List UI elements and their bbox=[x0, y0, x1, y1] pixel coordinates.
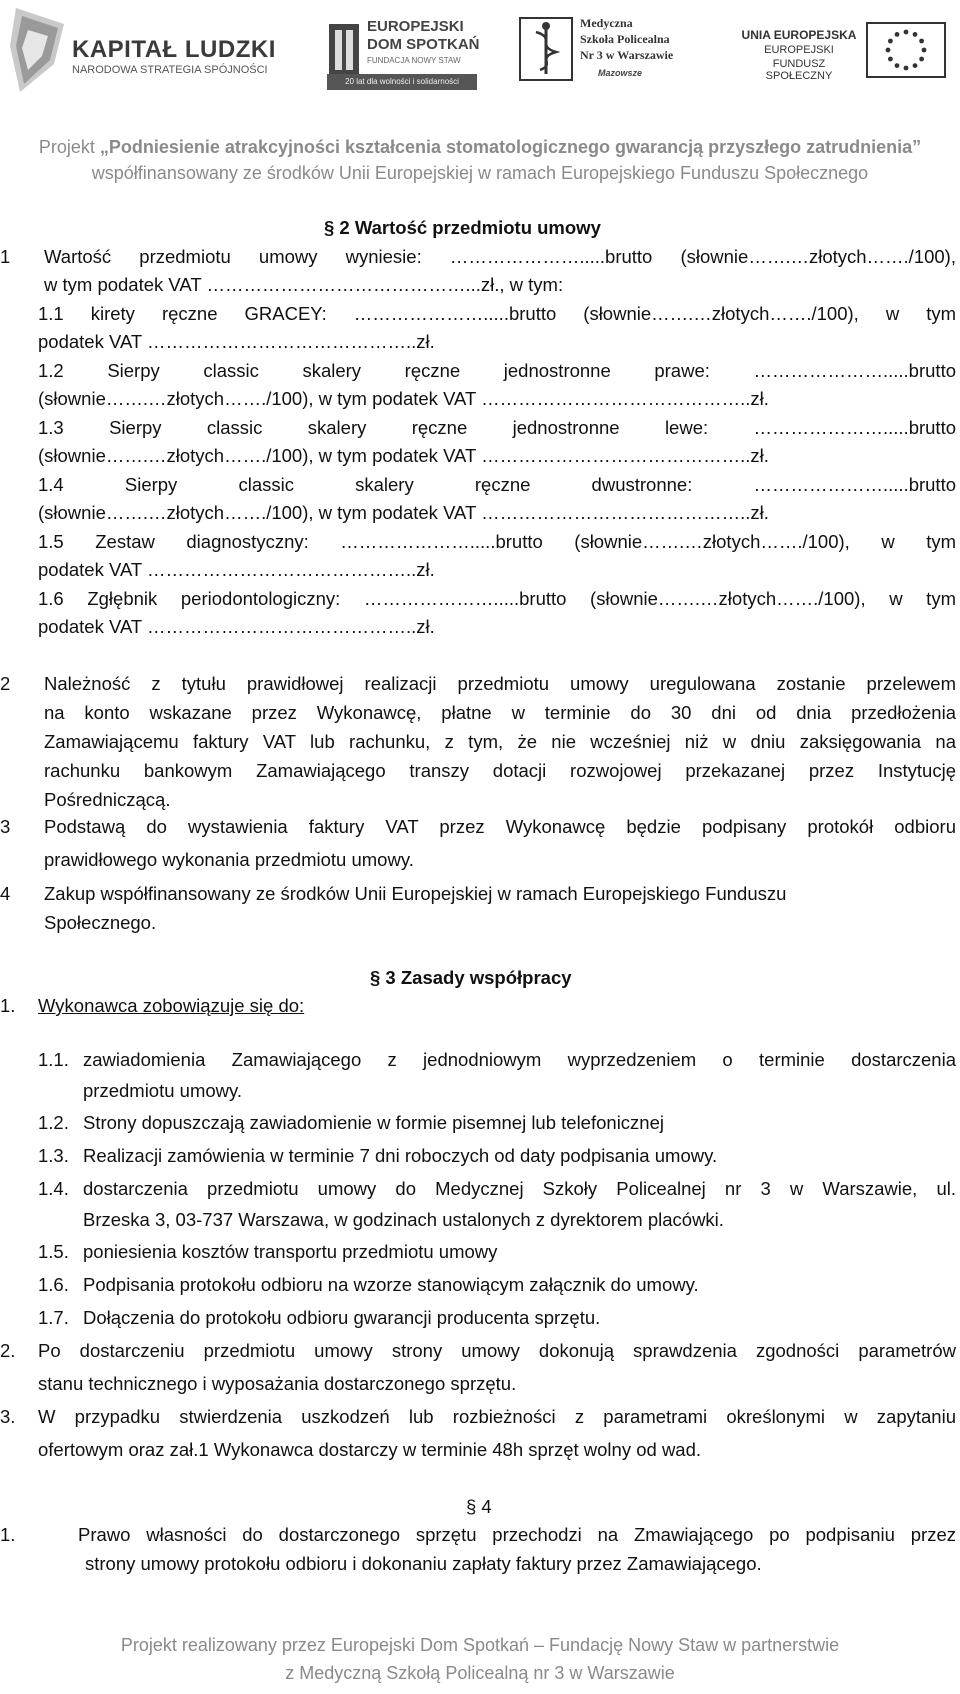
obligation-1-1-number: 1.1. bbox=[38, 1049, 69, 1070]
obligation-1-7-number: 1.7. bbox=[38, 1307, 69, 1328]
eu-star-icon bbox=[888, 39, 893, 44]
obligation-1-4-number: 1.4. bbox=[38, 1178, 69, 1199]
eds-logo bbox=[327, 14, 490, 96]
obligation-1-5-number: 1.5. bbox=[38, 1241, 69, 1262]
obligation-1-6-line1: Podpisania protokołu odbioru na wzorze stanowiącym załącznik do umowy. bbox=[83, 1274, 699, 1295]
item-1-2-line1: 1.2 Sierpy classic skalery ręczne jednostronne prawe: ………………….....brutto bbox=[38, 360, 956, 381]
item-1-4-line1: 1.4 Sierpy classic skalery ręczne dwustronne: ………………….....brutto bbox=[38, 474, 956, 495]
obligation-1-4-line2: Brzeska 3, 03-737 Warszawa, w godzinach ustalonych z dyrektorem placówki. bbox=[83, 1209, 724, 1230]
eu-star-icon bbox=[922, 48, 927, 53]
msp-line4: Mazowsze bbox=[598, 68, 643, 78]
section3-p3-number: 3. bbox=[0, 1406, 16, 1427]
section2-p4-line1: Zakup współfinansowany ze środków Unii Europejskiej w ramach Europejskiego Funduszu bbox=[44, 883, 787, 904]
eds-line1: EUROPEJSKI bbox=[367, 18, 464, 35]
msp-line3: Nr 3 w Warszawie bbox=[580, 48, 674, 62]
section3-intro-number: 1. bbox=[0, 995, 16, 1016]
obligation-1-3-line1: Realizacji zamówienia w terminie 7 dni roboczych od daty podpisania umowy. bbox=[83, 1145, 718, 1166]
project-prefix: Projekt bbox=[38, 137, 100, 157]
section2-p2-line3: Zamawiającemu faktury VAT lub rachunku, z tym, że nie wcześniej niż w dniu zaksięgowania na bbox=[44, 731, 956, 752]
ue-line1: UNIA EUROPEJSKA bbox=[741, 28, 857, 42]
obligation-1-1-line2: przedmiotu umowy. bbox=[83, 1080, 243, 1101]
section2-p1-number: 1 bbox=[0, 246, 11, 267]
eds-building-icon bbox=[327, 20, 361, 82]
eu-star-icon bbox=[904, 66, 909, 71]
obligation-1-6-number: 1.6. bbox=[38, 1274, 69, 1295]
section4-p1-line2: strony umowy protokołu odbioru i dokonaniu zapłaty faktury przez Zamawiającego. bbox=[85, 1553, 762, 1574]
section2-p1-line1: Wartość przedmiotu umowy wyniesie: ………………….....brutto (słownie…….…złotych……./100), bbox=[44, 246, 956, 267]
eu-star-icon bbox=[913, 63, 918, 68]
section3-p2-number: 2. bbox=[0, 1340, 16, 1361]
section2-p2-line1: Należność z tytułu prawidłowej realizacji przedmiotu umowy uregulowana zostanie przelewem bbox=[44, 673, 956, 694]
section2-p1-line2: w tym podatek VAT ……………………………………...zł., w tym: bbox=[44, 274, 564, 295]
item-1-2-line2: (słownie…….…złotych……./100), w tym podatek VAT ……………………………………..zł. bbox=[38, 388, 769, 409]
project-header-line2: współfinansowany ze środków Unii Europejskiej w ramach Europejskiego Funduszu Społecznego bbox=[91, 163, 869, 183]
eu-star-icon bbox=[895, 32, 900, 37]
eds-line3: FUNDACJA NOWY STAW bbox=[367, 56, 461, 65]
obligation-1-1-line1: zawiadomienia Zamawiającego z jednodniowym wyprzedzeniem o terminie dostarczenia bbox=[83, 1049, 956, 1070]
section4-p1-number: 1. bbox=[0, 1524, 16, 1545]
section2-p2-line2: na konto wskazane przez Wykonawcę, płatne w terminie do 30 dni od dnia przedłożenia bbox=[44, 702, 956, 723]
obligation-1-7-line1: Dołączenia do protokołu odbioru gwarancji producenta sprzętu. bbox=[83, 1307, 601, 1328]
section3-p2-line2: stanu technicznego i wyposażania dostarczonego sprzętu. bbox=[38, 1373, 517, 1394]
obligation-1-4-line1: dostarczenia przedmiotu umowy do Medycznej Szkoły Policealnej nr 3 w Warszawie, ul. bbox=[83, 1178, 956, 1199]
item-1-1-line2: podatek VAT ……………………………………..zł. bbox=[38, 331, 435, 352]
project-header-line1 bbox=[0, 134, 960, 160]
section2-p3-line2: prawidłowego wykonania przedmiotu umowy. bbox=[44, 849, 414, 870]
kapital-ludzki-title: KAPITAŁ LUDZKI bbox=[72, 36, 276, 63]
section3-p3-line1: W przypadku stwierdzenia uszkodzeń lub rozbieżności z parametrami określonymi w zapytaniu bbox=[38, 1406, 956, 1427]
section2-p3-line1: Podstawą do wystawienia faktury VAT przez Wykonawcę będzie podpisany protokół odbioru bbox=[44, 816, 956, 837]
logo-bar bbox=[0, 0, 960, 110]
item-1-3-line1: 1.3 Sierpy classic skalery ręczne jednostronne lewe: ………………….....brutto bbox=[38, 417, 956, 438]
eds-line2: DOM SPOTKAŃ bbox=[367, 36, 480, 53]
item-1-6-line2: podatek VAT ……………………………………..zł. bbox=[38, 616, 435, 637]
section3-heading: § 3 Zasady współpracy bbox=[370, 967, 572, 988]
eu-star-icon bbox=[919, 57, 924, 62]
section3-p3-line2: ofertowym oraz zał.1 Wykonawca dostarczy w terminie 48h sprzęt wolny od wad. bbox=[38, 1439, 702, 1460]
section2-p4-number: 4 bbox=[0, 883, 11, 904]
eu-star-icon bbox=[886, 48, 891, 53]
section2-p2-line5: Pośredniczącą. bbox=[44, 789, 171, 810]
item-1-5-line1: 1.5 Zestaw diagnostyczny: ………………….....brutto (słownie…….…złotych……./100), w tym bbox=[38, 531, 956, 552]
eu-flag-icon bbox=[866, 22, 946, 78]
obligation-1-2-number: 1.2. bbox=[38, 1112, 69, 1133]
eu-star-icon bbox=[888, 57, 893, 62]
eu-star-icon bbox=[919, 39, 924, 44]
msp-caduceus-icon bbox=[518, 16, 574, 82]
item-1-3-line2: (słownie…….…złotych……./100), w tym podatek VAT ……………………………………..zł. bbox=[38, 445, 769, 466]
item-1-4-line2: (słownie…….…złotych……./100), w tym podatek VAT ……………………………………..zł. bbox=[38, 502, 769, 523]
ue-line2: EUROPEJSKI bbox=[764, 44, 834, 56]
ue-line3: FUNDUSZ SPOŁECZNY bbox=[765, 58, 833, 82]
eu-star-icon bbox=[904, 30, 909, 35]
item-1-6-line1: 1.6 Zgłębnik periodontologiczny: ………………….....brutto (słownie…….…złotych……./100), w tym bbox=[38, 588, 956, 609]
msp-logo bbox=[518, 14, 688, 96]
msp-line2: Szkoła Policealna bbox=[580, 32, 670, 46]
eu-star-icon bbox=[913, 32, 918, 37]
item-1-1-line1: 1.1 kirety ręczne GRACEY: ………………….....brutto (słownie…….…złotych……./100), w tym bbox=[38, 303, 956, 324]
kapital-ludzki-subtitle: NARODOWA STRATEGIA SPÓJNOŚCI bbox=[72, 64, 268, 76]
eds-tagline: 20 lat dla wolności i solidarności bbox=[327, 74, 477, 90]
section2-p2-line4: rachunku bankowym Zamawiającego transzy dotacji rozwojowej przekazanej przez Instytucję bbox=[44, 760, 956, 781]
section3-intro: Wykonawca zobowiązuje się do: bbox=[38, 995, 305, 1016]
kapital-ludzki-logo bbox=[8, 6, 280, 96]
obligation-1-2-line1: Strony dopuszczają zawiadomienie w formie pisemnej lub telefonicznej bbox=[83, 1112, 664, 1133]
ue-logo bbox=[738, 14, 948, 96]
section2-p4-line2: Społecznego. bbox=[44, 912, 157, 933]
footer-line1: Projekt realizowany przez Europejski Dom Spotkań – Fundację Nowy Staw w partnerstwie bbox=[120, 1635, 840, 1655]
section2-heading: § 2 Wartość przedmiotu umowy bbox=[324, 217, 601, 238]
section3-p2-line1: Po dostarczeniu przedmiotu umowy strony umowy dokonują sprawdzenia zgodności parametrów bbox=[38, 1340, 956, 1361]
obligation-1-3-number: 1.3. bbox=[38, 1145, 69, 1166]
msp-line1: Medyczna bbox=[580, 16, 633, 30]
section2-p2-number: 2 bbox=[0, 673, 11, 694]
kapital-ludzki-star-icon bbox=[8, 6, 68, 94]
section4-heading: § 4 bbox=[466, 1496, 492, 1517]
obligation-1-5-line1: poniesienia kosztów transportu przedmiotu umowy bbox=[83, 1241, 498, 1262]
footer-line2: z Medyczną Szkołą Policealną nr 3 w Warszawie bbox=[285, 1663, 675, 1683]
section4-p1-line1: Prawo własności do dostarczonego sprzętu przechodzi na Zmawiającego po podpisaniu przez bbox=[78, 1524, 956, 1545]
item-1-5-line2: podatek VAT ……………………………………..zł. bbox=[38, 559, 435, 580]
project-title: „Podniesienie atrakcyjności kształcenia stomatologicznego gwarancją przyszłego zatrudnienia” bbox=[99, 137, 922, 157]
eu-star-icon bbox=[895, 63, 900, 68]
section2-p3-number: 3 bbox=[0, 816, 11, 837]
